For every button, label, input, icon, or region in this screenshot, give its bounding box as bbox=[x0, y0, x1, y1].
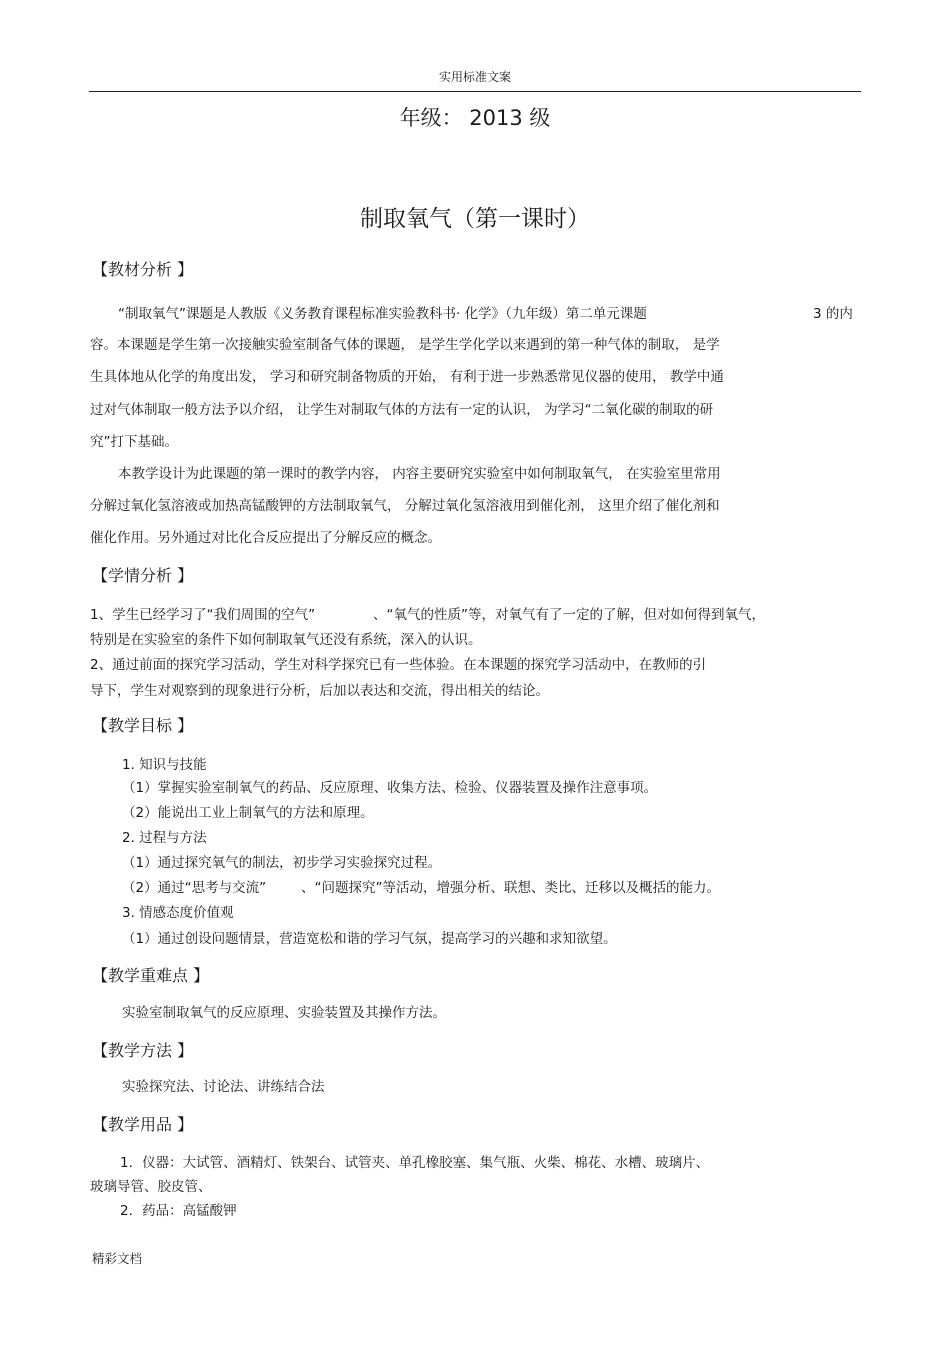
paragraph-line: 本教学设计为此课题的第一课时的教学内容， 内容主要研究实验室中如何制取氧气， 在实验室里常用 bbox=[118, 466, 721, 482]
list-item: （2）通过“思考与交流” bbox=[122, 880, 267, 896]
page-footer: 精彩文档 bbox=[92, 1251, 143, 1266]
paragraph-line: 3 的内 bbox=[813, 306, 853, 322]
paragraph-line: 1、学生已经学习了“我们周围的空气” bbox=[90, 607, 316, 623]
paragraph-line: 、“氧气的性质”等，对氧气有了一定的了解，但对如何得到氧气， bbox=[373, 607, 765, 623]
list-item: （1）通过创设问题情景，营造宽松和谐的学习气氛，提高学习的兴趣和求知欲望。 bbox=[122, 931, 617, 947]
list-item: （1）掌握实验室制氧气的药品、反应原理、收集方法、检验、仪器装置及操作注意事项。 bbox=[122, 780, 658, 796]
heading-materials: 【教学用品 】 bbox=[92, 1115, 194, 1134]
list-item: 2. 过程与方法 bbox=[122, 830, 207, 846]
paragraph-line: 分解过氧化氢溶液或加热高锰酸钾的方法制取氧气， 分解过氧化氢溶液用到催化剂， 这里介绍了催化剂和 bbox=[90, 498, 720, 514]
heading-material-analysis: 【教材分析 】 bbox=[92, 260, 194, 279]
paragraph-line: 1．仪器：大试管、酒精灯、铁架台、试管夹、单孔橡胶塞、集气瓶、火柴、棉花、水槽、玻璃片、 bbox=[120, 1155, 710, 1171]
paragraph-line: 特别是在实验室的条件下如何制取氧气还没有系统，深入的认识。 bbox=[90, 632, 482, 648]
list-item: （2）能说出工业上制氧气的方法和原理。 bbox=[122, 805, 374, 821]
paragraph-line: 2．药品：高锰酸钾 bbox=[120, 1203, 237, 1219]
list-item: 3. 情感态度价值观 bbox=[122, 905, 234, 921]
header-rule bbox=[89, 91, 861, 92]
paragraph-line: “制取氧气”课题是人教版《义务教育课程标准实验教科书· 化学》（九年级）第二单元课题 bbox=[118, 306, 647, 322]
paragraph-line: 实验室制取氧气的反应原理、实验装置及其操作方法。 bbox=[122, 1005, 446, 1021]
heading-key-points: 【教学重难点 】 bbox=[92, 966, 210, 985]
paragraph-line: 容。本课题是学生第一次接触实验室制备气体的课题， 是学生学化学以来遇到的第一种气体的制取， 是学 bbox=[90, 337, 720, 353]
paragraph-line: 玻璃导管、胶皮管、 bbox=[90, 1179, 212, 1195]
paragraph-line: 过对气体制取一般方法予以介绍， 让学生对制取气体的方法有一定的认识， 为学习“二氧化碳的制取的研 bbox=[90, 402, 714, 418]
heading-objectives: 【教学目标 】 bbox=[92, 716, 194, 735]
paragraph-line: 催化作用。另外通过对比化合反应提出了分解反应的概念。 bbox=[90, 530, 441, 546]
grade-line: 年级： 2013 级 bbox=[399, 106, 551, 130]
page-header: 实用标准文案 bbox=[438, 70, 511, 84]
list-item: （1）通过探究氧气的制法，初步学习实验探究过程。 bbox=[122, 855, 442, 871]
paragraph-line: 2、通过前面的探究学习活动，学生对科学探究已有一些体验。在本课题的探究学习活动中，在教师的引 bbox=[90, 657, 707, 673]
paragraph-line: 生具体地从化学的角度出发， 学习和研究制备物质的开始， 有利于进一步熟悉常见仪器的使用， 教学中通 bbox=[90, 369, 724, 385]
heading-methods: 【教学方法 】 bbox=[92, 1041, 194, 1060]
heading-student-analysis: 【学情分析 】 bbox=[92, 566, 194, 585]
paragraph-line: 究”打下基础。 bbox=[90, 434, 178, 450]
paragraph-line: 导下，学生对观察到的现象进行分析，后加以表达和交流，得出相关的结论。 bbox=[90, 683, 549, 699]
paragraph-line: 实验探究法、讨论法、讲练结合法 bbox=[122, 1079, 325, 1095]
document-title: 制取氧气（第一课时） bbox=[360, 206, 590, 232]
list-item: 1. 知识与技能 bbox=[122, 757, 207, 773]
list-item: 、“问题探究”等活动，增强分析、联想、类比、迁移以及概括的能力。 bbox=[301, 880, 720, 896]
